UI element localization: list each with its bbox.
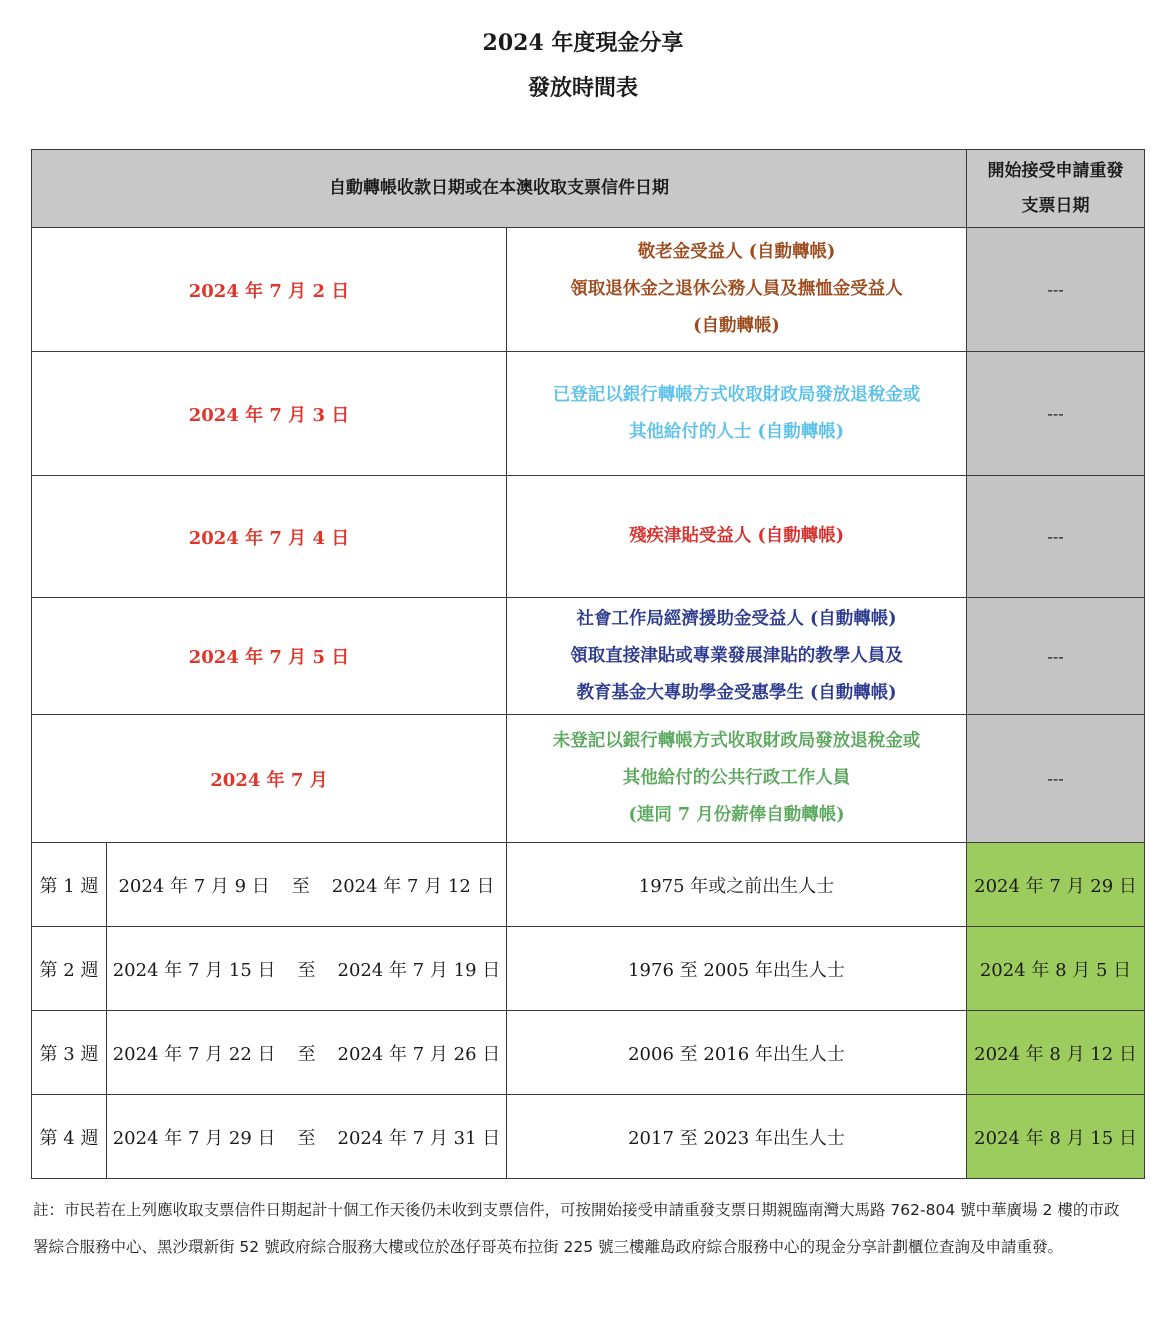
reissue-date: --- bbox=[967, 352, 1145, 476]
reissue-date: --- bbox=[967, 476, 1145, 598]
table-row bbox=[32, 352, 1145, 476]
description-line: 社會工作局經濟援助金受益人 (自動轉帳) bbox=[576, 608, 897, 629]
header-reissue-line2: 支票日期 bbox=[1021, 195, 1090, 216]
schedule-table bbox=[31, 149, 1145, 1179]
description-line: 敬老金受益人 (自動轉帳) bbox=[637, 242, 836, 262]
description-line: 領取退休金之退休公務人員及撫恤金受益人 bbox=[570, 279, 903, 299]
header-payment-date: 自動轉帳收款日期或在本澳收取支票信件日期 bbox=[32, 150, 967, 228]
week-row bbox=[32, 843, 1145, 927]
description-line: (自動轉帳) bbox=[693, 316, 780, 336]
footnote: 註：市民若在上列應收取支票信件日期起計十個工作天後仍未收到支票信件，可按開始接受申請重發支票日期親臨南灣大馬路 762-804 號中華廣場 2 樓的市政署綜合服務中心、黑沙環新街 52 號政府綜合服務大樓或位於氹仔哥英布拉街 225 號三樓離島政府綜合服務中心的現金分享計劃櫃位查詢及申請重發。 bbox=[33, 1201, 1120, 1256]
week-row bbox=[32, 1095, 1145, 1179]
week-row bbox=[32, 927, 1145, 1011]
birth-year-group: 2006 至 2016 年出生人士 bbox=[507, 1011, 967, 1095]
description-line: 已登記以銀行轉帳方式收取財政局發放退稅金或 bbox=[552, 384, 921, 405]
description-line: 未登記以銀行轉帳方式收取財政局發放退稅金或 bbox=[552, 731, 921, 751]
range-to: 至 bbox=[297, 1043, 316, 1065]
range-to: 至 bbox=[291, 875, 310, 897]
reissue-date: 2024 年 8 月 5 日 bbox=[967, 927, 1145, 1011]
week-date-range bbox=[107, 927, 507, 1011]
beneficiary-description bbox=[507, 352, 967, 476]
week-date-range bbox=[107, 1095, 507, 1179]
beneficiary-description bbox=[507, 598, 967, 715]
range-start: 2024 年 7 月 29 日 bbox=[112, 1127, 276, 1149]
payment-date: 2024 年 7 月 2 日 bbox=[32, 228, 507, 352]
beneficiary-description bbox=[507, 228, 967, 352]
reissue-date: --- bbox=[967, 228, 1145, 352]
description-line: 其他給付的人士 (自動轉帳) bbox=[628, 421, 845, 442]
description-line: 領取直接津貼或專業發展津貼的教學人員及 bbox=[570, 645, 903, 666]
reissue-date: 2024 年 8 月 15 日 bbox=[967, 1095, 1145, 1179]
header-reissue-date bbox=[967, 150, 1145, 228]
description-line: (連同 7 月份薪俸自動轉帳) bbox=[628, 805, 845, 825]
week-label: 第 3 週 bbox=[32, 1011, 107, 1095]
description-line: 殘疾津貼受益人 (自動轉帳) bbox=[628, 526, 845, 546]
birth-year-group: 1976 至 2005 年出生人士 bbox=[507, 927, 967, 1011]
reissue-date: --- bbox=[967, 715, 1145, 843]
range-start: 2024 年 7 月 15 日 bbox=[112, 959, 276, 981]
reissue-date: --- bbox=[967, 598, 1145, 715]
range-start: 2024 年 7 月 9 日 bbox=[118, 875, 270, 897]
table-row bbox=[32, 598, 1145, 715]
table-row bbox=[32, 715, 1145, 843]
reissue-date: 2024 年 8 月 12 日 bbox=[967, 1011, 1145, 1095]
page-title: 2024 年度現金分享 bbox=[482, 30, 684, 56]
beneficiary-description bbox=[507, 715, 967, 843]
week-label: 第 4 週 bbox=[32, 1095, 107, 1179]
range-end: 2024 年 7 月 31 日 bbox=[337, 1127, 501, 1149]
week-row bbox=[32, 1011, 1145, 1095]
range-end: 2024 年 7 月 19 日 bbox=[337, 959, 501, 981]
week-label: 第 1 週 bbox=[32, 843, 107, 927]
page-subtitle: 發放時間表 bbox=[527, 75, 638, 101]
range-to: 至 bbox=[297, 959, 316, 981]
birth-year-group: 1975 年或之前出生人士 bbox=[507, 843, 967, 927]
table-row bbox=[32, 228, 1145, 352]
range-end: 2024 年 7 月 12 日 bbox=[331, 875, 495, 897]
week-label: 第 2 週 bbox=[32, 927, 107, 1011]
header-reissue-line1: 開始接受申請重發 bbox=[987, 160, 1124, 181]
description-line: 其他給付的公共行政工作人員 bbox=[622, 768, 851, 788]
description-line: 教育基金大專助學金受惠學生 (自動轉帳) bbox=[576, 682, 897, 703]
birth-year-group: 2017 至 2023 年出生人士 bbox=[507, 1095, 967, 1179]
range-to: 至 bbox=[297, 1127, 316, 1149]
payment-date: 2024 年 7 月 bbox=[32, 715, 507, 843]
range-start: 2024 年 7 月 22 日 bbox=[112, 1043, 276, 1065]
table-header-row bbox=[32, 150, 1145, 228]
payment-date: 2024 年 7 月 3 日 bbox=[32, 352, 507, 476]
week-date-range bbox=[107, 843, 507, 927]
reissue-date: 2024 年 7 月 29 日 bbox=[967, 843, 1145, 927]
payment-date: 2024 年 7 月 5 日 bbox=[32, 598, 507, 715]
payment-date: 2024 年 7 月 4 日 bbox=[32, 476, 507, 598]
week-date-range bbox=[107, 1011, 507, 1095]
beneficiary-description bbox=[507, 476, 967, 598]
table-row bbox=[32, 476, 1145, 598]
range-end: 2024 年 7 月 26 日 bbox=[337, 1043, 501, 1065]
